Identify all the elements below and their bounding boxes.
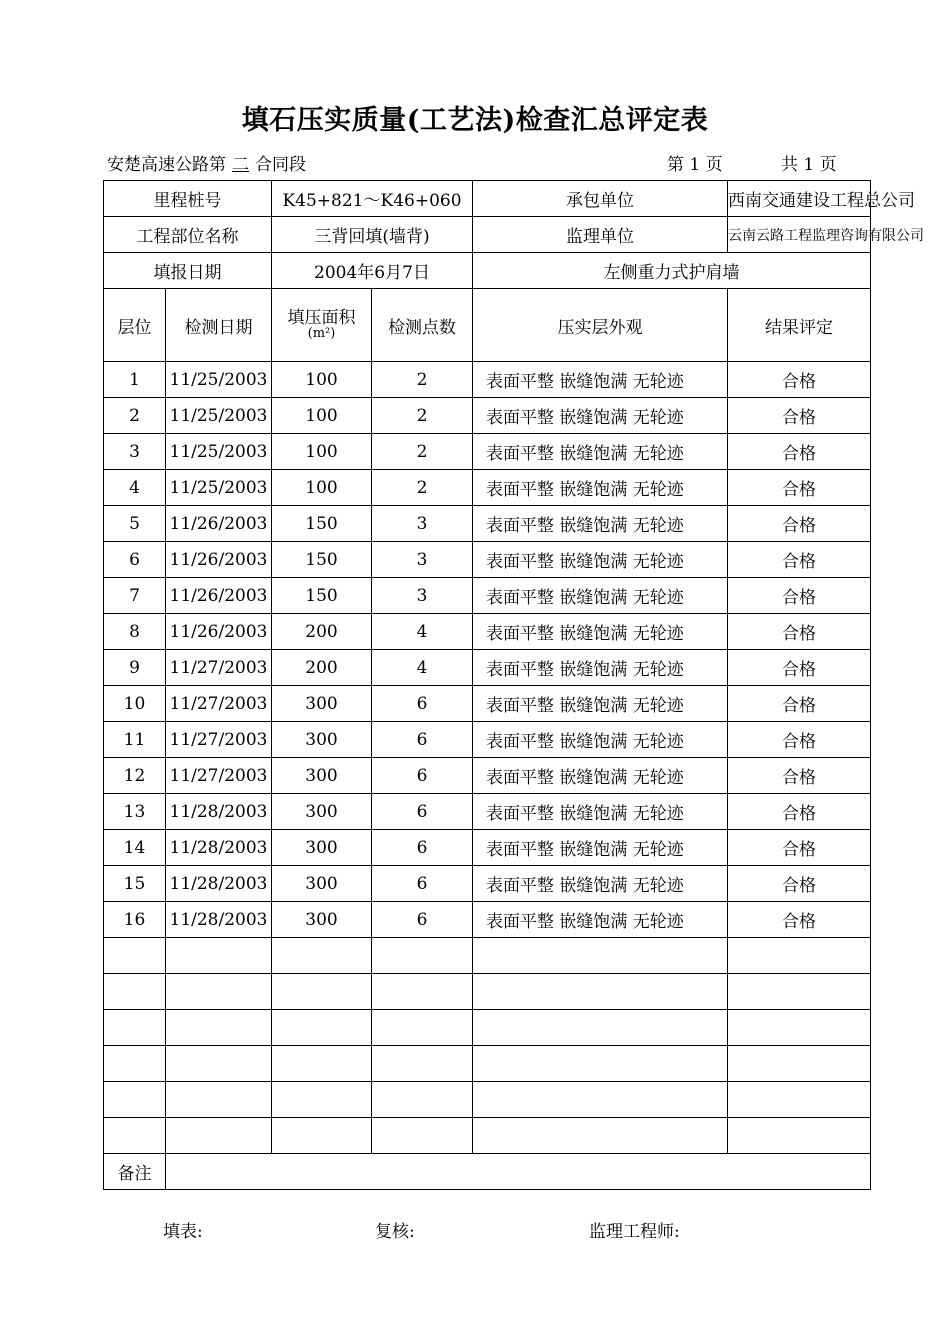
cell-area: 300 bbox=[272, 758, 372, 794]
info-row-part bbox=[104, 217, 871, 253]
form-subheader bbox=[107, 150, 852, 174]
cell-result: 合格 bbox=[728, 578, 871, 614]
cell-layer: 3 bbox=[104, 434, 166, 470]
cell-appearance: 表面平整 嵌缝饱满 无轮迹 bbox=[473, 542, 728, 578]
cell-appearance: 表面平整 嵌缝饱满 无轮迹 bbox=[473, 578, 728, 614]
cell-layer: 4 bbox=[104, 470, 166, 506]
cell-date: 11/27/2003 bbox=[166, 758, 272, 794]
cell-layer: 1 bbox=[104, 362, 166, 398]
project-name bbox=[107, 150, 306, 175]
info-row-date bbox=[104, 253, 871, 289]
cell-area: 300 bbox=[272, 794, 372, 830]
cell-layer: 11 bbox=[104, 722, 166, 758]
cell-date: 11/28/2003 bbox=[166, 902, 272, 938]
supervisor-label: 监理单位 bbox=[473, 217, 728, 253]
cell-area: 300 bbox=[272, 722, 372, 758]
cell-date: 11/27/2003 bbox=[166, 722, 272, 758]
table-row bbox=[104, 506, 871, 542]
empty-row bbox=[104, 974, 871, 1010]
cell-points: 6 bbox=[372, 794, 473, 830]
supervisor-value: 云南云路工程监理咨询有限公司 bbox=[728, 217, 871, 253]
cell-appearance: 表面平整 嵌缝饱满 无轮迹 bbox=[473, 830, 728, 866]
table-row bbox=[104, 434, 871, 470]
cell-points: 2 bbox=[372, 434, 473, 470]
project-suffix: 合同段 bbox=[255, 155, 306, 175]
remarks-row bbox=[104, 1154, 871, 1190]
cell-appearance: 表面平整 嵌缝饱满 无轮迹 bbox=[473, 758, 728, 794]
cell-layer: 2 bbox=[104, 398, 166, 434]
cell-area: 200 bbox=[272, 650, 372, 686]
cell-points: 6 bbox=[372, 758, 473, 794]
col-header-area-unit: (m²) bbox=[307, 326, 336, 341]
cell-points: 3 bbox=[372, 578, 473, 614]
cell-area: 300 bbox=[272, 866, 372, 902]
cell-area: 300 bbox=[272, 686, 372, 722]
part-label: 工程部位名称 bbox=[104, 217, 272, 253]
cell-appearance: 表面平整 嵌缝饱满 无轮迹 bbox=[473, 398, 728, 434]
cell-result: 合格 bbox=[728, 542, 871, 578]
cell-points: 3 bbox=[372, 506, 473, 542]
table-row bbox=[104, 470, 871, 506]
contractor-value: 西南交通建设工程总公司 bbox=[728, 181, 871, 217]
cell-result: 合格 bbox=[728, 614, 871, 650]
cell-date: 11/26/2003 bbox=[166, 614, 272, 650]
cell-points: 2 bbox=[372, 398, 473, 434]
table-row bbox=[104, 578, 871, 614]
contractor-label: 承包单位 bbox=[473, 181, 728, 217]
cell-points: 4 bbox=[372, 614, 473, 650]
col-header-date: 检测日期 bbox=[166, 289, 272, 362]
remarks-label: 备注 bbox=[104, 1154, 166, 1190]
cell-date: 11/25/2003 bbox=[166, 362, 272, 398]
mileage-value: K45+821～K46+060 bbox=[272, 181, 473, 217]
col-header-area bbox=[272, 289, 372, 362]
cell-date: 11/28/2003 bbox=[166, 794, 272, 830]
cell-points: 4 bbox=[372, 650, 473, 686]
remarks-value bbox=[166, 1154, 871, 1190]
table-row bbox=[104, 686, 871, 722]
cell-date: 11/27/2003 bbox=[166, 686, 272, 722]
cell-result: 合格 bbox=[728, 902, 871, 938]
cell-layer: 10 bbox=[104, 686, 166, 722]
cell-area: 100 bbox=[272, 434, 372, 470]
cell-area: 100 bbox=[272, 398, 372, 434]
project-prefix: 安楚高速公路第 bbox=[107, 155, 226, 175]
table-row bbox=[104, 758, 871, 794]
cell-area: 100 bbox=[272, 362, 372, 398]
cell-result: 合格 bbox=[728, 470, 871, 506]
page-current: 第 1 页 bbox=[667, 155, 723, 175]
table-row bbox=[104, 614, 871, 650]
cell-date: 11/25/2003 bbox=[166, 398, 272, 434]
date-label: 填报日期 bbox=[104, 253, 272, 289]
cell-layer: 13 bbox=[104, 794, 166, 830]
cell-area: 150 bbox=[272, 542, 372, 578]
cell-area: 100 bbox=[272, 470, 372, 506]
cell-points: 2 bbox=[372, 470, 473, 506]
cell-layer: 7 bbox=[104, 578, 166, 614]
cell-date: 11/26/2003 bbox=[166, 506, 272, 542]
cell-result: 合格 bbox=[728, 434, 871, 470]
section-number: 二 bbox=[232, 155, 249, 175]
cell-result: 合格 bbox=[728, 830, 871, 866]
cell-result: 合格 bbox=[728, 758, 871, 794]
cell-layer: 5 bbox=[104, 506, 166, 542]
page-total: 共 1 页 bbox=[781, 155, 837, 175]
cell-area: 150 bbox=[272, 578, 372, 614]
cell-layer: 15 bbox=[104, 866, 166, 902]
cell-layer: 6 bbox=[104, 542, 166, 578]
filler-label: 填表: bbox=[163, 1222, 203, 1242]
empty-row bbox=[104, 1082, 871, 1118]
empty-row bbox=[104, 938, 871, 974]
cell-appearance: 表面平整 嵌缝饱满 无轮迹 bbox=[473, 902, 728, 938]
table-row bbox=[104, 722, 871, 758]
empty-row bbox=[104, 1010, 871, 1046]
cell-points: 6 bbox=[372, 722, 473, 758]
reviewer-label: 复核: bbox=[375, 1222, 415, 1242]
engineer-label: 监理工程师: bbox=[589, 1222, 680, 1242]
date-value: 2004年6月7日 bbox=[272, 253, 473, 289]
cell-result: 合格 bbox=[728, 506, 871, 542]
cell-appearance: 表面平整 嵌缝饱满 无轮迹 bbox=[473, 362, 728, 398]
column-header-row bbox=[104, 289, 871, 362]
cell-appearance: 表面平整 嵌缝饱满 无轮迹 bbox=[473, 614, 728, 650]
cell-points: 6 bbox=[372, 866, 473, 902]
cell-points: 3 bbox=[372, 542, 473, 578]
table-row bbox=[104, 794, 871, 830]
empty-row bbox=[104, 1046, 871, 1082]
table-row bbox=[104, 542, 871, 578]
col-header-area-label: 填压面积 bbox=[287, 308, 356, 328]
cell-date: 11/26/2003 bbox=[166, 578, 272, 614]
cell-layer: 16 bbox=[104, 902, 166, 938]
part-value: 三背回填(墙背) bbox=[272, 217, 473, 253]
cell-area: 200 bbox=[272, 614, 372, 650]
cell-points: 2 bbox=[372, 362, 473, 398]
cell-appearance: 表面平整 嵌缝饱满 无轮迹 bbox=[473, 506, 728, 542]
cell-area: 150 bbox=[272, 506, 372, 542]
cell-result: 合格 bbox=[728, 362, 871, 398]
cell-result: 合格 bbox=[728, 866, 871, 902]
cell-result: 合格 bbox=[728, 650, 871, 686]
cell-area: 300 bbox=[272, 830, 372, 866]
cell-layer: 8 bbox=[104, 614, 166, 650]
table-row bbox=[104, 830, 871, 866]
cell-appearance: 表面平整 嵌缝饱满 无轮迹 bbox=[473, 470, 728, 506]
cell-appearance: 表面平整 嵌缝饱满 无轮迹 bbox=[473, 866, 728, 902]
form-title: 填石压实质量(工艺法)检查汇总评定表 bbox=[241, 105, 709, 136]
cell-layer: 12 bbox=[104, 758, 166, 794]
empty-row bbox=[104, 1118, 871, 1154]
cell-appearance: 表面平整 嵌缝饱满 无轮迹 bbox=[473, 794, 728, 830]
table-row bbox=[104, 866, 871, 902]
col-header-appearance: 压实层外观 bbox=[473, 289, 728, 362]
col-header-points: 检测点数 bbox=[372, 289, 473, 362]
inspection-table bbox=[103, 180, 924, 1190]
mileage-label: 里程桩号 bbox=[104, 181, 272, 217]
location-note: 左侧重力式护肩墙 bbox=[473, 253, 871, 289]
cell-appearance: 表面平整 嵌缝饱满 无轮迹 bbox=[473, 686, 728, 722]
cell-points: 6 bbox=[372, 902, 473, 938]
cell-appearance: 表面平整 嵌缝饱满 无轮迹 bbox=[473, 650, 728, 686]
cell-date: 11/25/2003 bbox=[166, 434, 272, 470]
cell-result: 合格 bbox=[728, 722, 871, 758]
col-header-layer: 层位 bbox=[104, 289, 166, 362]
table-row bbox=[104, 362, 871, 398]
cell-date: 11/28/2003 bbox=[166, 866, 272, 902]
table-row bbox=[104, 902, 871, 938]
cell-points: 6 bbox=[372, 686, 473, 722]
cell-layer: 14 bbox=[104, 830, 166, 866]
cell-result: 合格 bbox=[728, 794, 871, 830]
cell-layer: 9 bbox=[104, 650, 166, 686]
table-row bbox=[104, 398, 871, 434]
cell-date: 11/28/2003 bbox=[166, 830, 272, 866]
col-header-result: 结果评定 bbox=[728, 289, 871, 362]
cell-result: 合格 bbox=[728, 686, 871, 722]
cell-date: 11/27/2003 bbox=[166, 650, 272, 686]
table-row bbox=[104, 650, 871, 686]
cell-appearance: 表面平整 嵌缝饱满 无轮迹 bbox=[473, 434, 728, 470]
cell-area: 300 bbox=[272, 902, 372, 938]
cell-date: 11/25/2003 bbox=[166, 470, 272, 506]
cell-points: 6 bbox=[372, 830, 473, 866]
signature-line bbox=[0, 1217, 950, 1241]
info-row-mileage bbox=[104, 181, 871, 217]
cell-result: 合格 bbox=[728, 398, 871, 434]
cell-date: 11/26/2003 bbox=[166, 542, 272, 578]
cell-appearance: 表面平整 嵌缝饱满 无轮迹 bbox=[473, 722, 728, 758]
